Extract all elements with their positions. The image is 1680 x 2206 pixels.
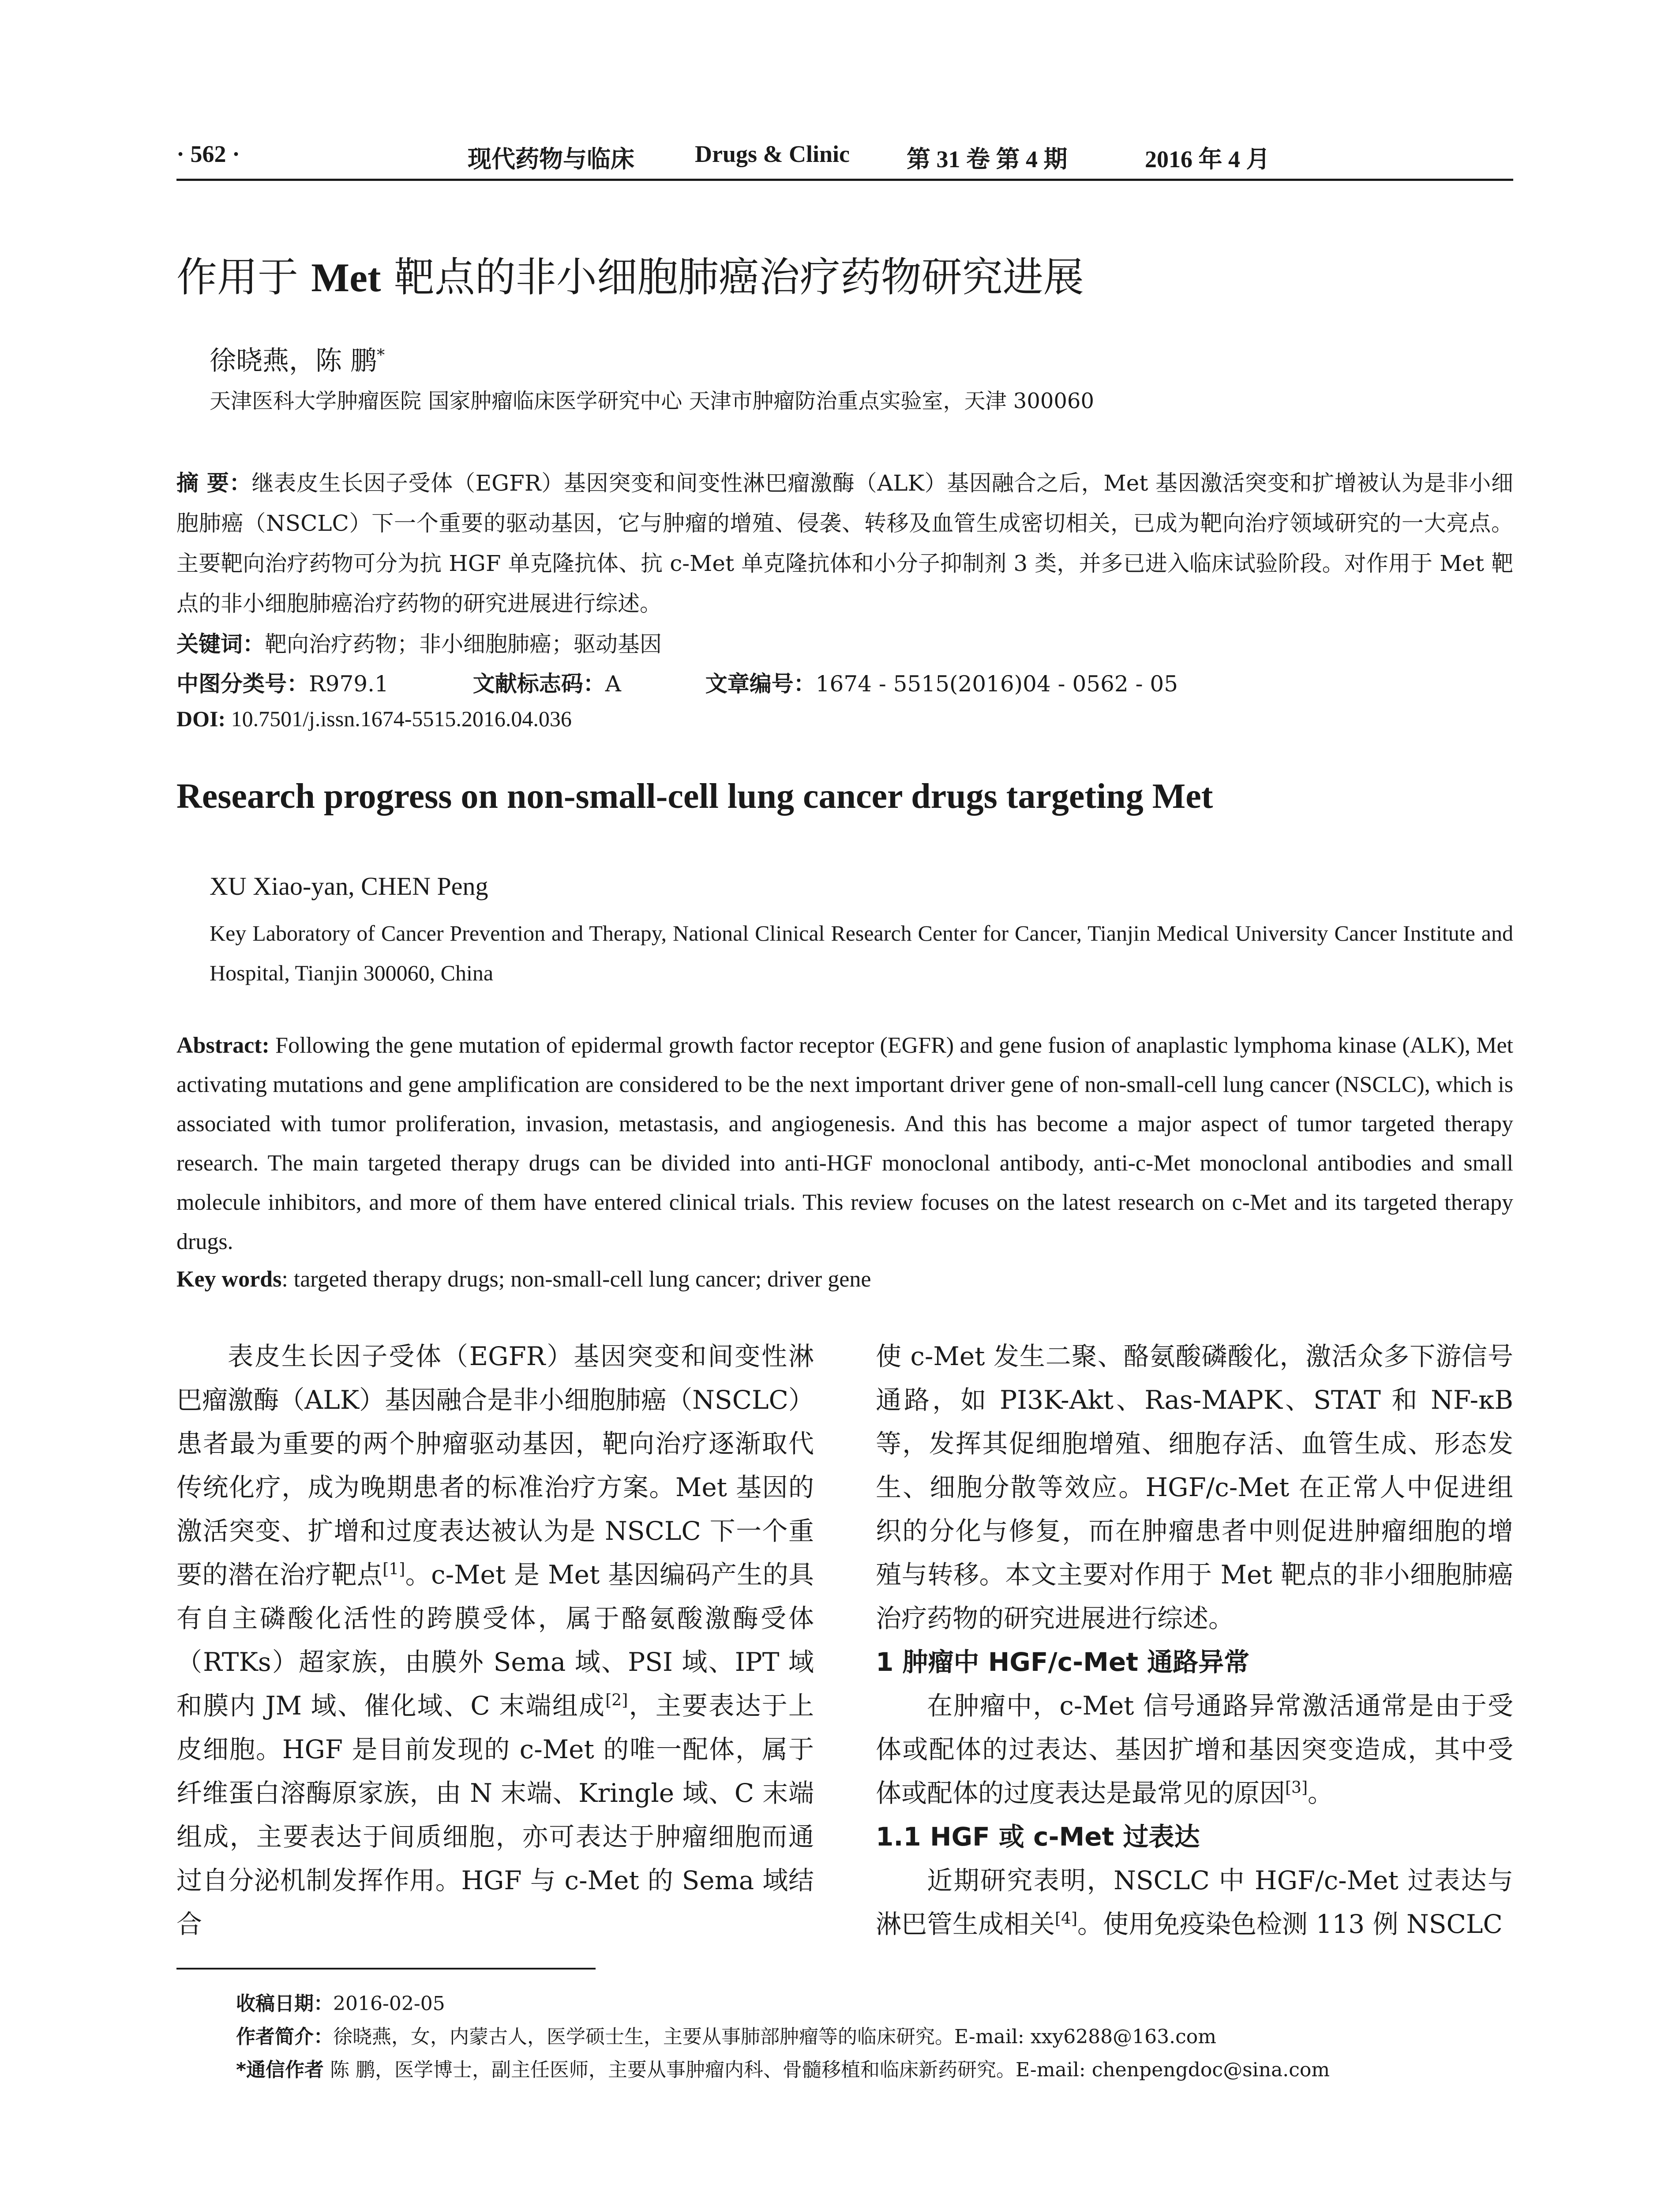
keywords-cn-label: 关键词： [176, 631, 265, 657]
abstract-cn [176, 463, 1513, 624]
footnote-corresponding [236, 2054, 1330, 2082]
article-title-cn [176, 245, 1084, 303]
article-number-value: 1674 - 5515(2016)04 - 0562 - 05 [815, 671, 1178, 697]
running-header [176, 140, 1513, 176]
body-text: 。 [1308, 1778, 1334, 1808]
classification-line [176, 666, 1178, 698]
page-number: · 562 · [176, 141, 240, 167]
authors-cn-names: 徐晓燕，陈 鹏 [210, 345, 377, 376]
keywords-en-text: : targeted therapy drugs; non-small-cell lung cancer; driver gene [281, 1267, 871, 1292]
citation-ref[interactable]: [1] [382, 1560, 405, 1579]
body-paragraph: 使 c-Met 发生二聚、酪氨酸磷酸化，激活众多下游信号通路，如 PI3K-Akt、Ras-MAPK、STAT 和 NF-κB 等，发挥其促细胞增殖、细胞存活、血管生成、形态发生、细胞分散等效应。HGF/c-Met 在正常人中促进组织的分化与修复，而在肿瘤患者中则促进肿瘤细胞的增殖与转移。本文主要对作用于 Met 靶点的非小细胞肺癌治疗药物的研究进展进行综述。 [876, 1341, 1513, 1633]
body-paragraph [876, 1859, 1513, 1946]
issue-date: 2016 年 4 月 [1145, 146, 1270, 173]
body-column-right [876, 1335, 1513, 1946]
footnote-rule [176, 1968, 596, 1970]
volume-issue: 第 31 卷 第 4 期 [907, 146, 1068, 173]
footnote-author-bio [236, 2021, 1216, 2049]
body-text: 表皮生长因子受体（EGFR）基因突变和间变性淋巴瘤激酶（ALK）基因融合是非小细胞肺癌（NSCLC）患者最为重要的两个肿瘤驱动基因，靶向治疗逐渐取代传统化疗，成为晚期患者的标准治疗方案。Met 基因的激活突变、扩增和过度表达被认为是 NSCLC 下一个重要的潜在治疗靶点 [176, 1341, 814, 1590]
corresponding-mark: * [377, 346, 385, 364]
journal-title-en: Drugs & Clinic [695, 141, 850, 167]
bio-label: 作者简介： [236, 2026, 333, 2048]
clc-label: 中图分类号： [176, 671, 309, 697]
affiliation-en: Key Laboratory of Cancer Prevention and Therapy, National Clinical Research Center for Cancer, Tianjin Medical University Cancer Institute and Hospital, Tianjin 300060, China [210, 921, 1513, 985]
section-heading-1: 1 肿瘤中 HGF/c-Met 通路异常 [876, 1647, 1250, 1677]
article-title-en: Research progress on non-small-cell lung cancer drugs targeting Met [176, 777, 1213, 816]
corresponding-label: *通信作者 [236, 2059, 324, 2081]
authors-cn [210, 340, 385, 378]
keywords-en [176, 1266, 871, 1292]
authors-en: XU Xiao-yan, CHEN Peng [210, 872, 488, 900]
article-number-label: 文章编号： [705, 671, 816, 697]
bio-text: 徐晓燕，女，内蒙古人，医学硕士生，主要从事肺部肿瘤等的临床研究。E-mail: xxy6288@163.com [333, 2026, 1216, 2048]
abstract-en [176, 1026, 1513, 1261]
body-text: 。使用免疫染色检测 113 例 NSCLC [1077, 1909, 1503, 1939]
doc-code-value: A [605, 671, 621, 697]
title-cn-met: Met [311, 255, 381, 300]
doi-value[interactable]: 10.7501/j.issn.1674-5515.2016.04.036 [231, 706, 572, 731]
keywords-cn [176, 627, 662, 658]
footnote-received [236, 1988, 445, 2016]
body-text: 在肿瘤中，c-Met 信号通路异常激活通常是由于受体或配体的过表达、基因扩增和基因突变造成，其中受体或配体的过度表达是最常见的原因 [876, 1691, 1513, 1808]
abstract-en-text: Following the gene mutation of epidermal growth factor receptor (EGFR) and gene fusion of anaplastic lymphoma kinase (ALK), Met activating mutations and gene amplification are considered to be the next important driver gene of non-small-cell lung cancer (NSCLC), which is associated with tumor proliferation, invasion, metastasis, and angiogenesis. And this has become a major aspect of tumor targeted therapy research. The main targeted therapy drugs can be divided into anti-HGF monoclonal antibody, anti-c-Met monoclonal antibodies and small molecule inhibitors, and more of them have entered clinical trials. This review focuses on the latest research on c-Met and its targeted therapy drugs. [176, 1033, 1513, 1254]
received-label: 收稿日期： [236, 1992, 333, 2015]
received-date: 2016-02-05 [333, 1992, 445, 2015]
journal-title-cn: 现代药物与临床 [468, 145, 634, 173]
doi-line [176, 706, 572, 732]
citation-ref[interactable]: [3] [1285, 1778, 1308, 1797]
doi-label: DOI: [176, 706, 226, 731]
citation-ref[interactable]: [2] [605, 1691, 628, 1710]
body-text: ，主要表达于上皮细胞。HGF 是目前发现的 c-Met 的唯一配体，属于纤维蛋白溶酶原家族，由 N 末端、Kringle 域、C 末端组成，主要表达于间质细胞，亦可表达于肿瘤细胞而通过自分泌机制发挥作用。HGF 与 c-Met 的 Sema 域结合 [176, 1691, 814, 1939]
title-cn-part: 靶点的非小细胞肺癌治疗药物研究进展 [381, 254, 1084, 301]
body-column-left [176, 1335, 814, 1946]
section-heading-1-1: 1.1 HGF 或 c-Met 过表达 [876, 1822, 1200, 1852]
body-paragraph [876, 1684, 1513, 1815]
doc-code-label: 文献标志码： [472, 671, 605, 697]
keywords-en-label: Key words [176, 1267, 282, 1292]
keywords-cn-text: 靶向治疗药物；非小细胞肺癌；驱动基因 [265, 631, 662, 657]
abstract-cn-text: 继表皮生长因子受体（EGFR）基因突变和间变性淋巴瘤激酶（ALK）基因融合之后，Met 基因激活突变和扩增被认为是非小细胞肺癌（NSCLC）下一个重要的驱动基因，它与肿瘤的增殖、侵袭、转移及血管生成密切相关，已成为靶向治疗领域研究的一大亮点。主要靶向治疗药物可分为抗 HGF 单克隆抗体、抗 c-Met 单克隆抗体和小分子抑制剂 3 类，并多已进入临床试验阶段。对作用于 Met 靶点的非小细胞肺癌治疗药物的研究进展进行综述。 [176, 470, 1513, 616]
title-cn-part: 作用于 [176, 254, 311, 301]
citation-ref[interactable]: [4] [1055, 1910, 1078, 1928]
affiliation-cn: 天津医科大学肿瘤医院 国家肿瘤临床医学研究中心 天津市肿瘤防治重点实验室，天津 300060 [210, 389, 1095, 413]
abstract-en-label: Abstract: [176, 1033, 270, 1058]
abstract-cn-label: 摘 要： [176, 470, 252, 496]
body-paragraph [176, 1335, 814, 1946]
clc-value: R979.1 [309, 671, 389, 697]
header-rule [176, 179, 1513, 181]
corresponding-text: 陈 鹏，医学博士，副主任医师，主要从事肿瘤内科、骨髓移植和临床新药研究。E-mail: chenpengdoc@sina.com [324, 2059, 1330, 2081]
body-text: 近期研究表明，NSCLC 中 HGF/c-Met 过表达与淋巴管生成相关 [876, 1865, 1513, 1939]
body-text: 。c-Met 是 Met 基因编码产生的具有自主磷酸化活性的跨膜受体，属于酪氨酸激酶受体（RTKs）超家族，由膜外 Sema 域、PSI 域、IPT 域和膜内 JM 域、催化域、C 末端组成 [176, 1560, 814, 1721]
